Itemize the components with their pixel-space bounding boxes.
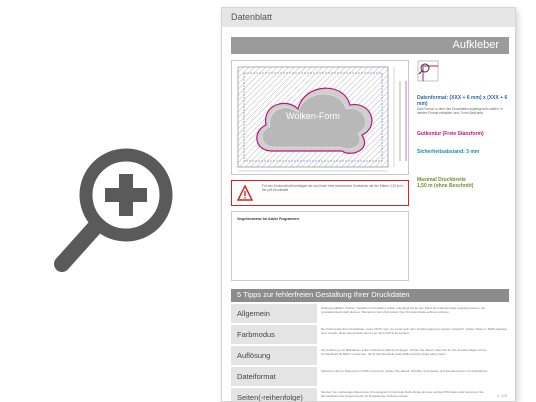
tip-label-box: [231, 304, 317, 323]
tips-header-bar: [231, 289, 509, 302]
tip-row: [231, 304, 509, 323]
adobe-steps-box: [231, 211, 409, 281]
safety-margin-heading: Sicherheitsabstand: 3 mm: [417, 149, 480, 156]
tips-list: [231, 304, 509, 402]
data-format-heading: Datenformat: (XXX + 6 mm) x (XXX + 6 mm): [417, 95, 508, 107]
tip-label: Seiten(-reihenfolge): [237, 393, 303, 402]
tip-text: Senden Sie mehrseitige Dokumente chronologisch in korrekter Reihenfolge als eine einzige PDF-Datei oder benennen Sie Einzeldokumente entsprechend mit fortlaufenden Seitennummern.: [321, 390, 484, 398]
tip-text: Die Auflösung von Bilddateien sollte mindestens 300 dpi betragen. Achten Sie darauf, dass Sie für Ihre Druckvorlagen immer hochauflösende Bilder verwenden, da Ihr Druckprodukt andernfalls (leicht) pixelig wirken kann.: [321, 348, 487, 356]
tip-row: [231, 325, 509, 344]
zoom-in-icon-svg: [48, 140, 188, 280]
tip-row: [231, 346, 509, 365]
doc-header-label: Datenblatt: [231, 12, 273, 22]
max-print-width-heading: Maximal Druckbreite: [417, 177, 466, 184]
warning-icon: [237, 185, 253, 201]
max-print-width-value: 1,50 m (ohne Beschnitt): [417, 183, 474, 190]
steps-title: Vorgehensweise bei Adobe Programmen:: [237, 217, 300, 221]
tip-label: Allgemein: [237, 309, 270, 318]
tip-label-box: [231, 388, 317, 402]
page-number: s. 1/3: [497, 393, 507, 398]
zoom-in-icon[interactable]: [48, 140, 188, 280]
tips-title: 5 Tipps zur fehlerfreien Gestaltung Ihrer Druckdaten: [237, 290, 410, 299]
tip-label-box: [231, 325, 317, 344]
doc-title-bar: [231, 37, 509, 54]
cloud-shape-diagram: [231, 60, 409, 175]
cut-contour-heading: Gutkontur (Freie Stanzform): [417, 131, 484, 138]
doc-header: [222, 8, 515, 27]
cloud-shape-label: Wolken-Form: [286, 111, 340, 121]
tip-label: Farbmodus: [237, 330, 275, 339]
format-legend: [417, 60, 509, 189]
contour-warning-box: [231, 180, 409, 206]
datasheet-preview[interactable]: [221, 7, 516, 402]
tip-label: Auflösung: [237, 351, 271, 360]
corner-detail-icon: [417, 60, 439, 82]
tip-label: Dateiformat: [237, 372, 276, 381]
tip-text: Hintergrundbilder, Farben, Verläufe und Grafiken sollten unbedingt bis an den Rand des Datenformats angelegt werden, da produktionstechnisch kleinere Toleranzen beim Schneiden Ihrer Druckprodukte auftreten können.: [321, 306, 485, 314]
tip-row: [231, 388, 509, 402]
tip-label-box: [231, 346, 317, 365]
tip-label-box: [231, 367, 317, 386]
data-format-note: Das Format, in dem Ihre Druckdaten angelegt sein sollten, in diesem Format enthalten sind: 3 mm Beschnitt.: [417, 107, 503, 116]
tip-text: Speichern Sie Ihr Dokument im PDF Format ab. Achten Sie darauf, Schriften einzubetten und Sonderzeichen mit aufzuführen.: [321, 369, 489, 373]
tip-text: Der Farbmodus Ihrer Druckdaten muss CMYK sein, da somit noch dem Druckvorgang am besten entspricht. Sollten Daten in RGB angelegt sein, werden diese automatisch durch uns nach CMYK konvertiert.: [321, 327, 507, 335]
warning-text: Für den Konturschnitt benötigen wir von Ihnen eine vektorisierte Konturlinie mit der Stärke 0,25 pt in der pdf-Druckdatei.: [262, 184, 403, 193]
doc-title: Aufkleber: [452, 39, 499, 51]
tip-row: [231, 367, 509, 386]
